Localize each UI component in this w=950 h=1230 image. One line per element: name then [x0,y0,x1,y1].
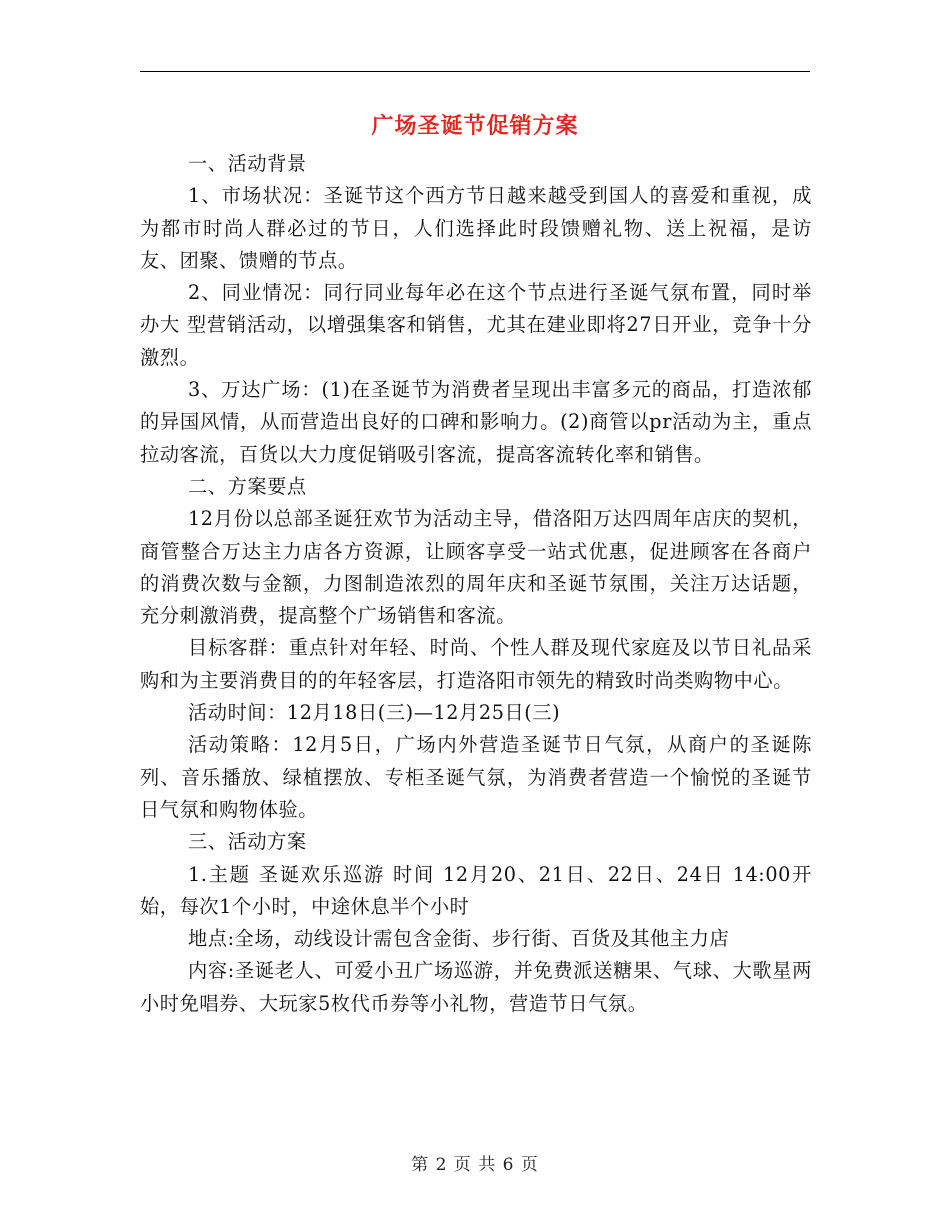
paragraph-industry-status: 2、同业情况：同行同业每年必在这个节点进行圣诞气氛布置，同时举办大 型营销活动，以增强集客和销售，尤其在建业即将27日开业，竞争十分激烈。 [140,281,812,369]
paragraph-market-status: 1、市场状况：圣诞节这个西方节日越来越受到国人的喜爱和重视，成为都市时尚人群必过的节日，人们选择此时段馈赠礼物、送上祝福，是访友、团聚、馈赠的节点。 [140,184,812,272]
paragraph-location: 地点:全场，动线设计需包含金街、步行街、百货及其他主力店 [188,927,730,951]
paragraph-target-customers: 目标客群：重点针对年轻、时尚、个性人群及现代家庭及以节日礼品采购和为主要消费目的的年轻客层，打造洛阳市领先的精致时尚类购物中心。 [140,636,812,692]
section-heading-key-points: 二、方案要点 [188,474,307,498]
header-rule [140,71,810,72]
paragraph-content: 内容:圣诞老人、可爱小丑广场巡游，并免费派送糖果、气球、大歌星两小时免唱券、大玩家5枚代币券等小礼物，营造节日气氛。 [140,959,812,1015]
paragraph-activity-time: 活动时间：12月18日(三)—12月25日(三) [188,701,561,725]
paragraph-wanda-plaza: 3、万达广场：(1)在圣诞节为消费者呈现出丰富多元的商品，打造浓郁的异国风情，从而营造出良好的口碑和影响力。(2)商管以pr活动为主，重点拉动客流，百货以大力度促销吸引客流，提高客流转化率和销售。 [140,378,812,466]
document-body [140,148,812,1020]
paragraph-theme-parade: 1.主题 圣诞欢乐巡游 时间 12月20、21日、22日、24日 14:00开始，每次1个小时，中途休息半个小时 [140,862,812,918]
section-heading-background: 一、活动背景 [188,152,307,175]
paragraph-december-plan: 12月份以总部圣诞狂欢节为活动主导，借洛阳万达四周年店庆的契机，商管整合万达主力店各方资源，让顾客享受一站式优惠，促进顾客在各商户的消费次数与金额，力图制造浓烈的周年庆和圣诞节氛围，关注万达话题，充分刺激消费，提高整个广场销售和客流。 [140,507,812,628]
document-title: 广场圣诞节促销方案 [371,113,579,139]
section-heading-activity-plan: 三、活动方案 [188,830,307,854]
page-number-footer: 第 2 页 共 6 页 [411,1155,539,1175]
paragraph-activity-strategy: 活动策略：12月5日，广场内外营造圣诞节日气氛，从商户的圣诞陈列、音乐播放、绿植摆放、专柜圣诞气氛，为消费者营造一个愉悦的圣诞节日气氛和购物体验。 [140,733,812,821]
